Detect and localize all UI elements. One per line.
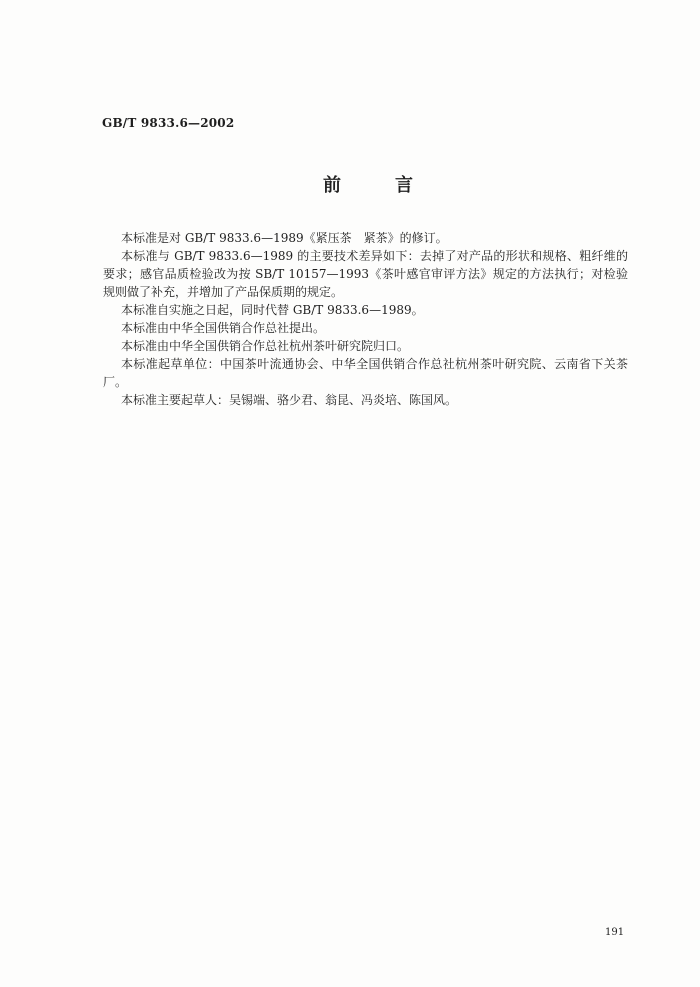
paragraph-drafting-units: 本标准起草单位：中国茶叶流通协会、中华全国供销合作总社杭州茶叶研究院、云南省下关茶厂。 (103, 357, 628, 389)
paragraph-replacement: 本标准自实施之日起，同时代替 GB/T 9833.6—1989。 (121, 303, 424, 317)
standard-number-header: GB/T 9833.6—2002 (102, 116, 235, 130)
page-number: 191 (605, 927, 625, 938)
paragraph-drafters: 本标准主要起草人：吴锡端、骆少君、翁昆、冯炎培、陈国风。 (121, 393, 458, 407)
paragraph-centralized-by: 本标准由中华全国供销合作总社杭州茶叶研究院归口。 (121, 339, 410, 353)
preface-body (103, 229, 628, 409)
paragraph-technical-differences: 本标准与 GB/T 9833.6—1989 的主要技术差异如下：去掉了对产品的形状和规格、粗纤维的要求；感官品质检验改为按 SB/T 10157—1993《茶叶感官审评方法》规定的方法执行；对检验规则做了补充，并增加了产品保质期的规定。 (103, 249, 628, 299)
paragraph-revision: 本标准是对 GB/T 9833.6—1989《紧压茶 紧茶》的修订。 (121, 231, 448, 245)
page-title: 前 言 (323, 175, 419, 196)
paragraph-proposed-by: 本标准由中华全国供销合作总社提出。 (121, 321, 326, 335)
